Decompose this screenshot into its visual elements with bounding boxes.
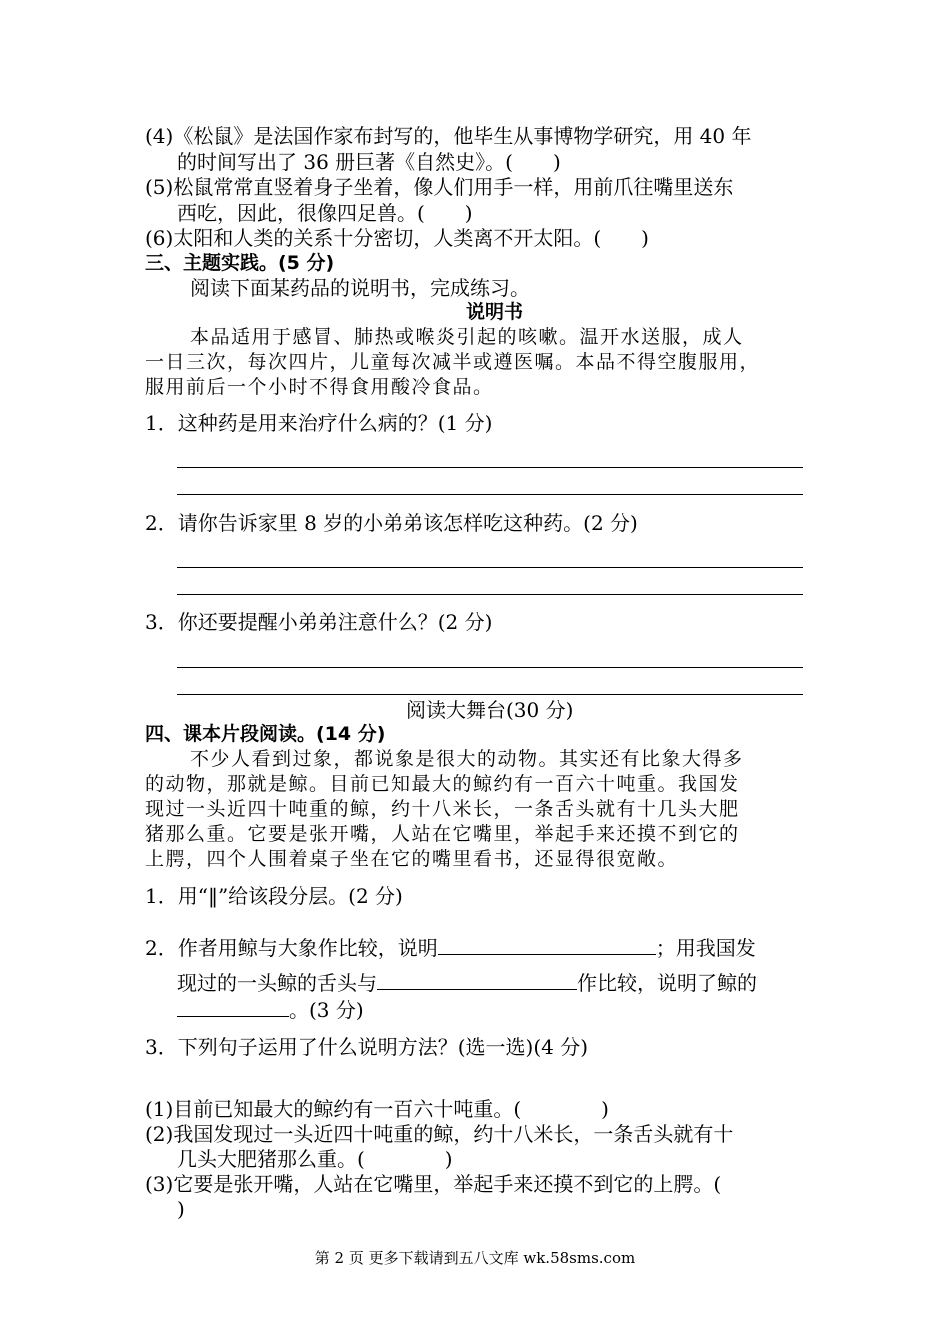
section3-question-1: 1．这种药是用来治疗什么病的？(1 分) (145, 411, 493, 435)
answer-line[interactable] (177, 667, 803, 668)
passage-line3: 现过一头近四十吨重的鲸，约十八米长，一条舌头就有十几头大肥 (145, 798, 740, 820)
passage-line4: 猪那么重。它要是张开嘴，人站在它嘴里，举起手来还摸不到它的 (145, 823, 740, 845)
q2-text-d: 作比较，说明了鲸的 (577, 971, 757, 995)
answer-line[interactable] (177, 467, 803, 468)
judge-q5-line1: (5)松鼠常常直竖着身子坐着，像人们用手一样，用前爪往嘴里送东 (145, 175, 734, 199)
q2-text-a: 2．作者用鲸与大象作比较，说明 (145, 936, 438, 960)
instruction-line2: 一日三次，每次四片，儿童每次减半或遵医嘱。本品不得空腹服用， (145, 351, 761, 373)
q2-text-b: ；用我国发 (655, 936, 756, 960)
section4-question-1: 1．用“‖”给该段分层。(2 分) (145, 884, 403, 908)
answer-line[interactable] (177, 494, 803, 495)
section4-question-2-line1 (145, 934, 756, 961)
q2-text-c: 现过的一头鲸的舌头与 (177, 971, 377, 995)
section4-question-3: 3．下列句子运用了什么说明方法？(选一选)(4 分) (145, 1035, 589, 1059)
sentence-3-line1: (3)它要是张开嘴，人站在它嘴里，举起手来还摸不到它的上腭。( (145, 1172, 722, 1196)
sentence-2-line1: (2)我国发现过一头近四十吨重的鲸，约十八米长，一条舌头就有十 (145, 1122, 734, 1146)
sentence-2-line2: 几头大肥猪那么重。( ) (177, 1147, 453, 1171)
section4-heading: 四、课本片段阅读。(14 分) (145, 723, 386, 745)
judge-q5-line2: 西吃，因此，很像四足兽。( ) (177, 201, 473, 225)
sentence-3-line2: ) (177, 1197, 185, 1221)
sentence-1: (1)目前已知最大的鲸约有一百六十吨重。( ) (145, 1097, 609, 1121)
section3-question-3: 3．你还要提醒小弟弟注意什么？(2 分) (145, 610, 493, 634)
section3-intro: 阅读下面某药品的说明书，完成练习。 (190, 276, 530, 300)
answer-line[interactable] (177, 594, 803, 595)
judge-q6: (6)太阳和人类的关系十分密切，人类离不开太阳。( ) (145, 226, 649, 250)
section3-heading: 三、主题实践。(5 分) (145, 252, 335, 274)
q2-text-e: 。(3 分) (289, 998, 364, 1022)
passage-line2: 的动物，那就是鲸。目前已知最大的鲸约有一百六十吨重。我国发 (145, 773, 740, 795)
answer-line[interactable] (177, 694, 803, 695)
instruction-line3: 服用前后一个小时不得食用酸冷食品。 (145, 376, 494, 398)
section3-question-2: 2．请你告诉家里 8 岁的小弟弟该怎样吃这种药。(2 分) (145, 511, 638, 535)
section4-question-2-line2 (177, 969, 757, 996)
passage-line1: 不少人看到过象，都说象是很大的动物。其实还有比象大得多 (190, 748, 744, 770)
stage-title: 阅读大舞台(30 分) (406, 698, 574, 722)
instruction-title: 说明书 (466, 301, 524, 323)
section4-question-2-line3 (177, 996, 364, 1023)
fill-blank[interactable] (438, 934, 656, 955)
passage-line5: 上腭，四个人围着桌子坐在它的嘴里看书，还显得很宽敞。 (145, 848, 679, 870)
judge-q4-line2: 的时间写出了 36 册巨著《自然史》。( ) (177, 150, 561, 174)
fill-blank[interactable] (377, 969, 577, 990)
fill-blank[interactable] (177, 996, 289, 1017)
instruction-line1: 本品适用于感冒、肺热或喉炎引起的咳嗽。温开水送服，成人 (190, 326, 744, 348)
answer-line[interactable] (177, 567, 803, 568)
judge-q4-line1: (4)《松鼠》是法国作家布封写的，他毕生从事博物学研究，用 40 年 (145, 124, 752, 148)
page-footer: 第 2 页 更多下载请到五八文库 wk.58sms.com (314, 1249, 636, 1267)
